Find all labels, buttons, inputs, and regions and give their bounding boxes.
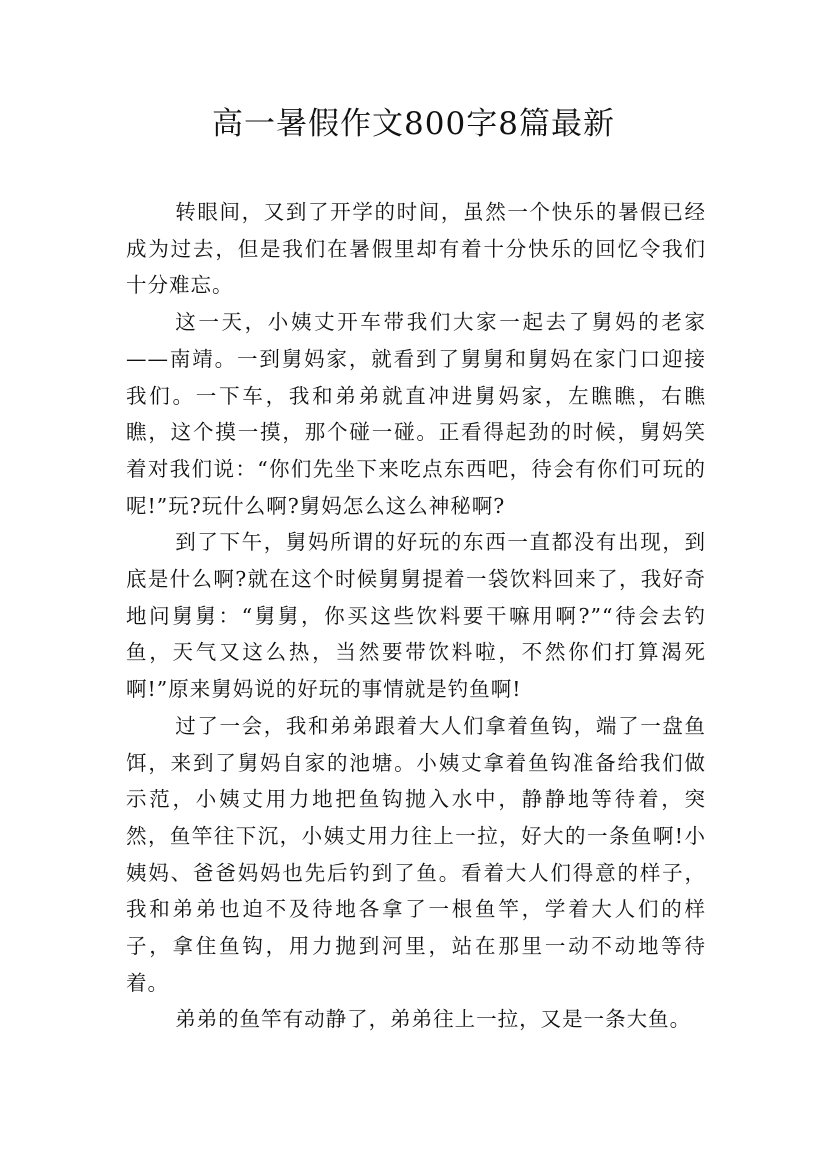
page-title: 高一暑假作文800字8篇最新: [212, 106, 615, 142]
paragraph-2: 这一天，小姨丈开车带我们大家一起去了舅妈的老家——南靖。一到舅妈家，就看到了舅舅和舅妈在家门口迎接我们。一下车，我和弟弟就直冲进舅妈家，左瞧瞧，右瞧瞧，这个摸一摸，那个碰一碰。正看得起劲的时候，舅妈笑着对我们说：“你们先坐下来吃点东西吧，待会有你们可玩的呢!”玩?玩什么啊?舅妈怎么这么神秘啊?: [126, 310, 706, 518]
paragraph-1: 转眼间，又到了开学的时间，虽然一个快乐的暑假已经成为过去，但是我们在暑假里却有着十分快乐的回忆令我们十分难忘。: [126, 200, 706, 298]
article-body: [126, 194, 706, 1038]
paragraph-3: 到了下午，舅妈所谓的好玩的东西一直都没有出现，到底是什么啊?就在这个时候舅舅提着一袋饮料回来了，我好奇地问舅舅：“舅舅，你买这些饮料要干嘛用啊?”“待会去钓鱼，天气又这么热，当然要带饮料啦，不然你们打算渴死啊!”原来舅妈说的好玩的事情就是钓鱼啊!: [126, 530, 706, 702]
paragraph-5: 弟弟的鱼竿有动静了，弟弟往上一拉，又是一条大鱼。: [175, 1007, 692, 1032]
paragraph-4: 过了一会，我和弟弟跟着大人们拿着鱼钩，端了一盘鱼饵，来到了舅妈自家的池塘。小姨丈拿着鱼钩准备给我们做示范，小姨丈用力地把鱼钩抛入水中，静静地等待着，突然，鱼竿往下沉，小姨丈用力往上一拉，好大的一条鱼啊!小姨妈、爸爸妈妈也先后钓到了鱼。看着大人们得意的样子，我和弟弟也迫不及待地各拿了一根鱼竿，学着大人们的样子，拿住鱼钩，用力抛到河里，站在那里一动不动地等待着。: [126, 713, 706, 995]
